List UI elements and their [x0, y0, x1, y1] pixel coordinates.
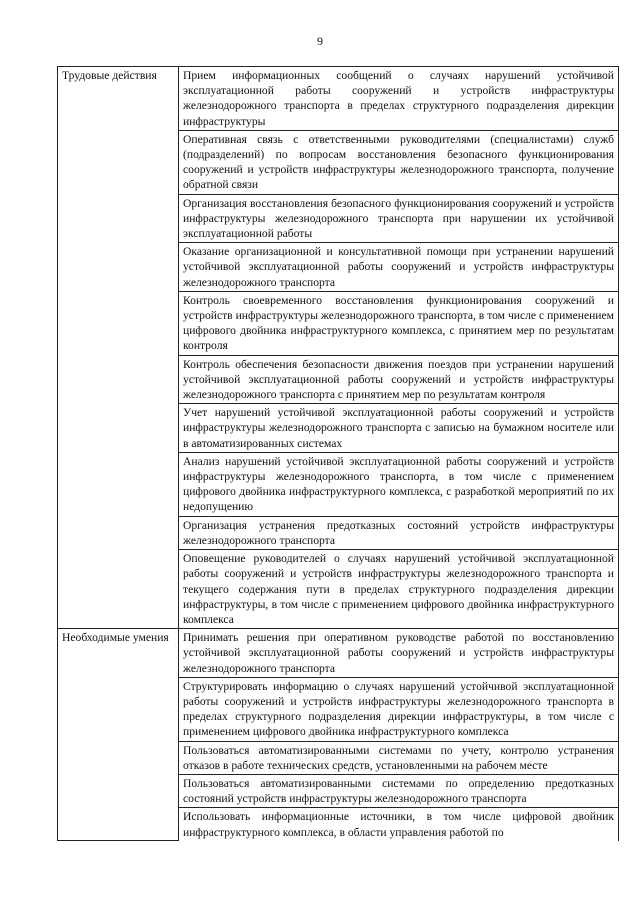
labor-action-item: Оказание организационной и консультативной помощи при устранении нарушений устойчивой эксплуатационной работы сооружений и устройств инфраструктуры железнодорожного транспорта — [179, 243, 619, 292]
table-row — [58, 629, 619, 678]
required-skill-item: Принимать решения при оперативном руководстве работой по восстановлению устойчивой эксплуатационной работы сооружений и устройств инфраструктуры железнодорожного транспорта — [179, 629, 619, 678]
labor-action-item: Организация устранения предотказных состояний устройств инфраструктуры железнодорожного транспорта — [179, 516, 619, 549]
labor-action-item: Оповещение руководителей о случаях нарушений устойчивой эксплуатационной работы сооружений и устройств инфраструктуры железнодорожного транспорта и текущего содержания пути в пределах структурного подразделения дирекции инфраструктуры, в том числе с применением цифрового двойника инфраструктурного комплекса — [179, 550, 619, 629]
required-skill-item: Пользоваться автоматизированными системами по определению предотказных состояний устройств инфраструктуры железнодорожного транспорта — [179, 774, 619, 807]
labor-action-item: Контроль обеспечения безопасности движения поездов при устранении нарушений устойчивой эксплуатационной работы сооружений и устройств инфраструктуры железнодорожного транспорта с принятием мер по результатам контроля — [179, 355, 619, 404]
page-number: 9 — [317, 34, 323, 48]
section-label-required-skills: Необходимые умения — [58, 629, 179, 841]
section-label-labor-actions: Трудовые действия — [58, 67, 179, 629]
required-skill-item: Пользоваться автоматизированными системами по учету, контролю устранения отказов в работе технических средств, установленными на рабочем месте — [179, 741, 619, 774]
requirements-table — [57, 66, 619, 841]
table-row — [58, 67, 619, 131]
required-skill-item: Использовать информационные источники, в том числе цифровой двойник инфраструктурного комплекса, в области управления работой по — [179, 808, 619, 841]
required-skill-item: Структурировать информацию о случаях нарушений устойчивой эксплуатационной работы сооружений и устройств инфраструктуры железнодорожного транспорта в пределах структурного подразделения дирекции инфраструктуры, в том числе с применением цифрового двойника инфраструктурного комплекса — [179, 677, 619, 741]
labor-action-item: Учет нарушений устойчивой эксплуатационной работы сооружений и устройств инфраструктуры железнодорожного транспорта с записью на бумажном носителе или в автоматизированных системах — [179, 404, 619, 453]
labor-action-item: Контроль своевременного восстановления функционирования сооружений и устройств инфраструктуры железнодорожного транспорта, в том числе с применением цифрового двойника инфраструктурного комплекса, с принятием мер по результатам контроля — [179, 291, 619, 355]
labor-action-item: Организация восстановления безопасного функционирования сооружений и устройств инфраструктуры железнодорожного транспорта при нарушении их устойчивой эксплуатационной работы — [179, 194, 619, 243]
labor-action-item: Оперативная связь с ответственными руководителями (специалистами) служб (подразделений) по вопросам восстановления безопасного функционирования сооружений и устройств инфраструктуры железнодорожного транспорта, получение обратной связи — [179, 130, 619, 194]
labor-action-item: Анализ нарушений устойчивой эксплуатационной работы сооружений и устройств инфраструктуры железнодорожного транспорта, в том числе с применением цифрового двойника инфраструктурного комплекса, с разработкой мероприятий по их недопущению — [179, 452, 619, 516]
labor-action-item: Прием информационных сообщений о случаях нарушений устойчивой эксплуатационной работы сооружений и устройств инфраструктуры железнодорожного транспорта в пределах структурного подразделения дирекции инфраструктуры — [179, 67, 619, 131]
